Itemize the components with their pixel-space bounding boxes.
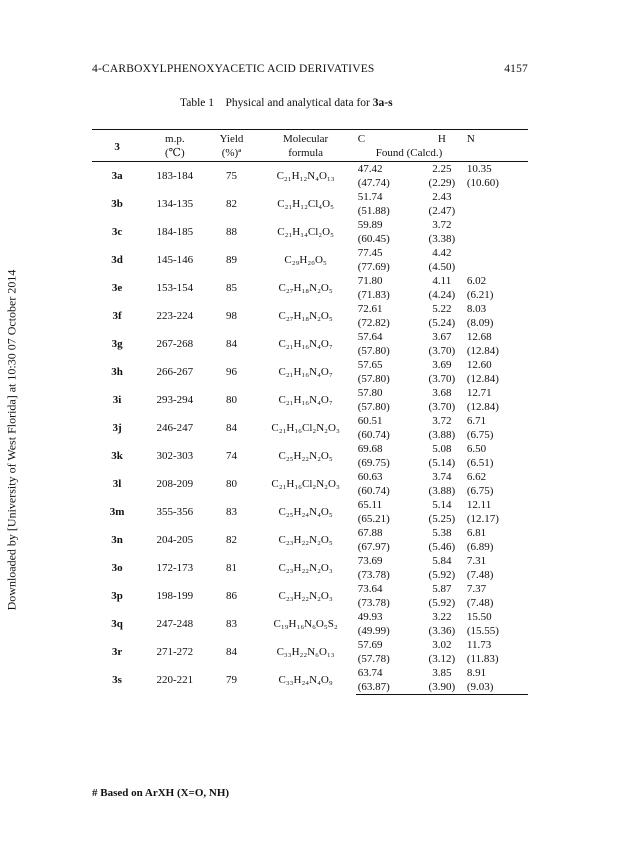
h-calcd: (3.12) bbox=[428, 653, 456, 665]
h-found: 3.67 bbox=[432, 331, 452, 343]
c-calcd: (67.97) bbox=[357, 541, 390, 553]
molecular-formula: C₁₉H₁₆N₆O₅S₂ bbox=[273, 618, 338, 630]
compound-id: 3j bbox=[112, 422, 122, 434]
c-found: 57.80 bbox=[357, 387, 383, 399]
n-calcd: (8.09) bbox=[466, 317, 494, 329]
compound-id: 3f bbox=[112, 310, 122, 322]
melting-point: 145-146 bbox=[156, 254, 194, 266]
n-calcd: (12.84) bbox=[466, 373, 499, 385]
col-h: H bbox=[417, 130, 467, 147]
c-calcd: (73.78) bbox=[357, 569, 390, 581]
compound-id: 3a bbox=[111, 170, 123, 182]
compound-id: 3c bbox=[111, 226, 123, 238]
c-found: 69.68 bbox=[357, 443, 383, 455]
compound-id: 3o bbox=[111, 562, 123, 574]
c-calcd: (51.88) bbox=[357, 205, 390, 217]
h-found: 2.25 bbox=[432, 163, 452, 175]
melting-point: 198-199 bbox=[156, 590, 194, 602]
n-calcd: (12.17) bbox=[466, 513, 499, 525]
h-calcd: (5.46) bbox=[428, 541, 456, 553]
table-row bbox=[92, 302, 528, 316]
table-caption-compounds: 3a-s bbox=[372, 97, 393, 109]
h-calcd: (5.14) bbox=[428, 457, 456, 469]
h-calcd: (3.70) bbox=[428, 373, 456, 385]
c-found: 73.69 bbox=[357, 555, 383, 567]
c-found: 65.11 bbox=[357, 499, 383, 511]
n-calcd: (15.55) bbox=[466, 625, 499, 637]
c-found: 77.45 bbox=[357, 247, 383, 259]
yield-value: 96 bbox=[225, 366, 237, 378]
molecular-formula: C₂₃H₂₂N₂O₃ bbox=[278, 562, 333, 574]
yield-value: 75 bbox=[225, 170, 237, 182]
c-found: 57.65 bbox=[357, 359, 383, 371]
h-found: 4.42 bbox=[432, 247, 452, 259]
c-calcd: (73.78) bbox=[357, 597, 390, 609]
c-calcd: (47.74) bbox=[357, 177, 390, 189]
c-calcd: (60.74) bbox=[357, 429, 390, 441]
molecular-formula: C₂₁H₁₂N₄O₁₃ bbox=[276, 170, 335, 182]
c-found: 63.74 bbox=[357, 667, 383, 679]
melting-point: 266-267 bbox=[156, 366, 194, 378]
h-found: 4.11 bbox=[432, 275, 452, 287]
h-calcd: (5.24) bbox=[428, 317, 456, 329]
h-found: 3.69 bbox=[432, 359, 452, 371]
compound-id: 3m bbox=[109, 506, 125, 518]
yield-value: 81 bbox=[225, 562, 237, 574]
compound-id: 3h bbox=[111, 366, 123, 378]
melting-point: 293-294 bbox=[156, 394, 194, 406]
h-calcd: (2.29) bbox=[428, 177, 456, 189]
table-row bbox=[92, 414, 528, 428]
h-found: 5.14 bbox=[432, 499, 452, 511]
n-calcd: (7.48) bbox=[466, 597, 494, 609]
yield-value: 98 bbox=[225, 310, 237, 322]
n-calcd: (6.51) bbox=[466, 457, 494, 469]
c-found: 60.51 bbox=[357, 415, 383, 427]
c-calcd: (49.99) bbox=[357, 625, 390, 637]
c-calcd: (57.80) bbox=[357, 345, 390, 357]
yield-value: 86 bbox=[225, 590, 237, 602]
table-footnote: # Based on ArXH (X=O, NH) bbox=[92, 787, 230, 799]
h-calcd: (2.47) bbox=[428, 205, 456, 217]
col-compound: 3 bbox=[92, 130, 142, 162]
compound-id: 3d bbox=[111, 254, 123, 266]
n-calcd: (12.84) bbox=[466, 345, 499, 357]
col-found-calcd: Found (Calcd.) bbox=[375, 147, 443, 159]
yield-value: 89 bbox=[225, 254, 237, 266]
col-c: C bbox=[356, 130, 417, 147]
col-yield: Yield bbox=[208, 130, 256, 147]
n-calcd: (10.60) bbox=[466, 177, 499, 189]
h-found: 5.87 bbox=[432, 583, 452, 595]
yield-value: 74 bbox=[225, 450, 237, 462]
table-caption-text: Physical and analytical data for bbox=[225, 97, 370, 109]
c-found: 57.69 bbox=[357, 639, 383, 651]
molecular-formula: C₂₁H₁₆Cl₂N₂O₃ bbox=[271, 422, 340, 434]
table-row bbox=[92, 470, 528, 484]
molecular-formula: C₃₃H₂₄N₄O₉ bbox=[278, 674, 333, 687]
n-found bbox=[467, 190, 528, 204]
melting-point: 184-185 bbox=[156, 226, 194, 238]
compound-id: 3l bbox=[112, 478, 122, 490]
table-row bbox=[92, 666, 528, 680]
table-row bbox=[92, 526, 528, 540]
molecular-formula: C₂₃H₂₂N₂O₅ bbox=[278, 534, 333, 546]
melting-point: 172-173 bbox=[156, 562, 194, 574]
yield-value: 84 bbox=[225, 646, 237, 658]
running-title: 4-CARBOXYLPHENOXYACETIC ACID DERIVATIVES bbox=[92, 63, 375, 75]
table-caption-prefix: Table 1 bbox=[180, 97, 215, 109]
col-yield-unit: (%)ª bbox=[221, 147, 242, 159]
molecular-formula: C₂₅H₂₂N₂O₅ bbox=[278, 450, 333, 462]
molecular-formula: C₂₇H₁₈N₂O₅ bbox=[278, 310, 333, 322]
melting-point: 183-184 bbox=[156, 170, 194, 182]
yield-value: 88 bbox=[225, 226, 237, 238]
yield-value: 80 bbox=[225, 394, 237, 406]
n-found: 6.71 bbox=[466, 415, 487, 427]
n-calcd: (6.75) bbox=[466, 485, 494, 497]
n-calcd: (7.48) bbox=[466, 569, 494, 581]
compound-id: 3k bbox=[111, 450, 123, 462]
yield-value: 79 bbox=[225, 674, 237, 687]
table-body bbox=[92, 162, 528, 695]
molecular-formula: C₂₁H₁₆Cl₂N₂O₃ bbox=[271, 478, 340, 490]
h-found: 3.68 bbox=[432, 387, 452, 399]
compound-id: 3r bbox=[111, 646, 123, 658]
col-formula-sub: formula bbox=[288, 147, 324, 159]
c-calcd: (63.87) bbox=[356, 680, 417, 695]
n-found: 6.81 bbox=[466, 527, 487, 539]
n-found: 12.71 bbox=[466, 387, 492, 399]
c-calcd: (57.80) bbox=[357, 373, 390, 385]
download-watermark bbox=[4, 240, 20, 640]
data-table bbox=[92, 129, 528, 695]
h-calcd: (3.88) bbox=[428, 429, 456, 441]
table-row bbox=[92, 610, 528, 624]
melting-point: 355-356 bbox=[156, 506, 194, 518]
table-caption bbox=[180, 97, 393, 109]
table-row bbox=[92, 638, 528, 652]
table-row bbox=[92, 330, 528, 344]
h-calcd: (5.25) bbox=[428, 513, 456, 525]
h-found: 3.85 bbox=[432, 667, 452, 679]
compound-id: 3b bbox=[111, 198, 123, 210]
c-calcd: (69.75) bbox=[357, 457, 390, 469]
melting-point: 153-154 bbox=[156, 282, 194, 294]
n-calcd: (6.89) bbox=[466, 541, 494, 553]
melting-point: 271-272 bbox=[156, 646, 194, 658]
yield-value: 83 bbox=[225, 618, 237, 630]
n-found: 7.37 bbox=[466, 583, 487, 595]
c-found: 51.74 bbox=[357, 191, 383, 203]
n-found: 15.50 bbox=[466, 611, 492, 623]
c-found: 60.63 bbox=[357, 471, 383, 483]
compound-id: 3i bbox=[112, 394, 122, 406]
melting-point: 223-224 bbox=[156, 310, 194, 322]
h-calcd: (4.24) bbox=[428, 289, 456, 301]
c-found: 47.42 bbox=[357, 163, 383, 175]
h-found: 3.72 bbox=[432, 219, 452, 231]
c-calcd: (60.74) bbox=[357, 485, 390, 497]
h-found: 2.43 bbox=[432, 191, 452, 203]
yield-value: 84 bbox=[225, 422, 237, 434]
c-calcd: (72.82) bbox=[357, 317, 390, 329]
c-found: 49.93 bbox=[357, 611, 383, 623]
running-header bbox=[92, 63, 528, 75]
n-calcd: (6.21) bbox=[466, 289, 494, 301]
n-calcd bbox=[467, 260, 528, 274]
yield-value: 82 bbox=[225, 198, 237, 210]
h-found: 3.74 bbox=[432, 471, 452, 483]
n-found: 6.02 bbox=[466, 275, 487, 287]
c-calcd: (57.78) bbox=[357, 653, 390, 665]
compound-id: 3q bbox=[111, 618, 123, 630]
h-found: 3.02 bbox=[432, 639, 452, 651]
table-row bbox=[92, 442, 528, 456]
n-found: 6.50 bbox=[466, 443, 487, 455]
compound-id: 3g bbox=[111, 338, 123, 350]
c-calcd: (77.69) bbox=[357, 261, 390, 273]
n-calcd: (9.03) bbox=[467, 680, 528, 695]
h-found: 5.08 bbox=[432, 443, 452, 455]
molecular-formula: C₂₇H₁₈N₂O₅ bbox=[278, 282, 333, 294]
n-found: 8.03 bbox=[466, 303, 487, 315]
table-row bbox=[92, 274, 528, 288]
melting-point: 302-303 bbox=[156, 450, 194, 462]
h-calcd: (4.50) bbox=[428, 261, 456, 273]
table-row bbox=[92, 246, 528, 260]
h-calcd: (5.92) bbox=[428, 597, 456, 609]
h-found: 3.72 bbox=[432, 415, 452, 427]
table-row bbox=[92, 386, 528, 400]
n-calcd: (6.75) bbox=[466, 429, 494, 441]
c-found: 72.61 bbox=[357, 303, 383, 315]
col-n: N bbox=[467, 130, 528, 147]
melting-point: 134-135 bbox=[156, 198, 194, 210]
molecular-formula: C₂₉H₂₀O₅ bbox=[284, 254, 327, 266]
c-found: 59.89 bbox=[357, 219, 383, 231]
molecular-formula: C₂₁H₁₂Cl₄O₅ bbox=[277, 198, 334, 210]
compound-id: 3p bbox=[111, 590, 123, 602]
melting-point: 208-209 bbox=[156, 478, 194, 490]
yield-value: 80 bbox=[225, 478, 237, 490]
yield-value: 83 bbox=[225, 506, 237, 518]
n-found: 11.73 bbox=[466, 639, 492, 651]
h-found: 5.38 bbox=[432, 527, 452, 539]
n-calcd: (11.83) bbox=[466, 653, 499, 665]
n-found: 8.91 bbox=[466, 667, 487, 679]
compound-id: 3e bbox=[111, 282, 123, 294]
h-found: 3.22 bbox=[432, 611, 452, 623]
melting-point: 204-205 bbox=[156, 534, 194, 546]
melting-point: 247-248 bbox=[156, 618, 194, 630]
h-calcd: (3.88) bbox=[428, 485, 456, 497]
c-calcd: (71.83) bbox=[357, 289, 390, 301]
melting-point: 220-221 bbox=[156, 674, 194, 687]
melting-point: 267-268 bbox=[156, 338, 194, 350]
h-found: 5.22 bbox=[432, 303, 452, 315]
yield-value: 85 bbox=[225, 282, 237, 294]
yield-value: 84 bbox=[225, 338, 237, 350]
table-row bbox=[92, 498, 528, 512]
c-found: 67.88 bbox=[357, 527, 383, 539]
n-found: 7.31 bbox=[466, 555, 487, 567]
table-row bbox=[92, 190, 528, 204]
n-found: 6.62 bbox=[466, 471, 487, 483]
n-found bbox=[467, 218, 528, 232]
n-found: 12.60 bbox=[466, 359, 492, 371]
yield-value: 82 bbox=[225, 534, 237, 546]
c-found: 71.80 bbox=[357, 275, 383, 287]
c-calcd: (65.21) bbox=[357, 513, 390, 525]
download-watermark-text: Downloaded by [University of West Florida] at 10:30 07 October 2014 bbox=[4, 269, 19, 611]
table-row bbox=[92, 218, 528, 232]
molecular-formula: C₂₁H₁₆N₄O₇ bbox=[278, 338, 333, 350]
molecular-formula: C₃₃H₂₂N₆O₁₃ bbox=[276, 646, 335, 658]
n-found: 12.68 bbox=[466, 331, 492, 343]
h-found: 5.84 bbox=[432, 555, 452, 567]
n-calcd bbox=[467, 232, 528, 246]
table-header-row-2 bbox=[92, 146, 528, 162]
molecular-formula: C₂₁H₁₆N₄O₇ bbox=[278, 366, 333, 378]
c-found: 73.64 bbox=[357, 583, 383, 595]
molecular-formula: C₂₅H₂₄N₄O₅ bbox=[278, 506, 333, 518]
h-calcd: (3.36) bbox=[428, 625, 456, 637]
table-row bbox=[92, 582, 528, 596]
table-header-row bbox=[92, 130, 528, 147]
c-found: 57.64 bbox=[357, 331, 383, 343]
molecular-formula: C₂₁H₁₆N₄O₇ bbox=[278, 394, 333, 406]
col-mp-unit: (℃) bbox=[165, 147, 185, 159]
h-calcd: (3.70) bbox=[428, 345, 456, 357]
table-row bbox=[92, 162, 528, 177]
h-calcd: (5.92) bbox=[428, 569, 456, 581]
h-calcd: (3.90) bbox=[417, 680, 467, 695]
compound-id: 3n bbox=[111, 534, 123, 546]
page-number: 4157 bbox=[504, 63, 528, 75]
c-calcd: (60.45) bbox=[357, 233, 390, 245]
compound-id: 3s bbox=[112, 674, 122, 687]
molecular-formula: C₂₃H₂₂N₂O₃ bbox=[278, 590, 333, 602]
melting-point: 246-247 bbox=[156, 422, 194, 434]
h-calcd: (3.38) bbox=[428, 233, 456, 245]
n-found bbox=[467, 246, 528, 260]
n-calcd bbox=[467, 204, 528, 218]
n-found: 12.11 bbox=[466, 499, 492, 511]
col-formula: Molecular bbox=[255, 130, 355, 147]
col-mp: m.p. bbox=[142, 130, 207, 147]
table-row bbox=[92, 554, 528, 568]
n-found: 10.35 bbox=[466, 163, 492, 175]
c-calcd: (57.80) bbox=[357, 401, 390, 413]
h-calcd: (3.70) bbox=[428, 401, 456, 413]
table-row bbox=[92, 358, 528, 372]
molecular-formula: C₂₁H₁₄Cl₂O₅ bbox=[277, 226, 334, 238]
n-calcd: (12.84) bbox=[466, 401, 499, 413]
